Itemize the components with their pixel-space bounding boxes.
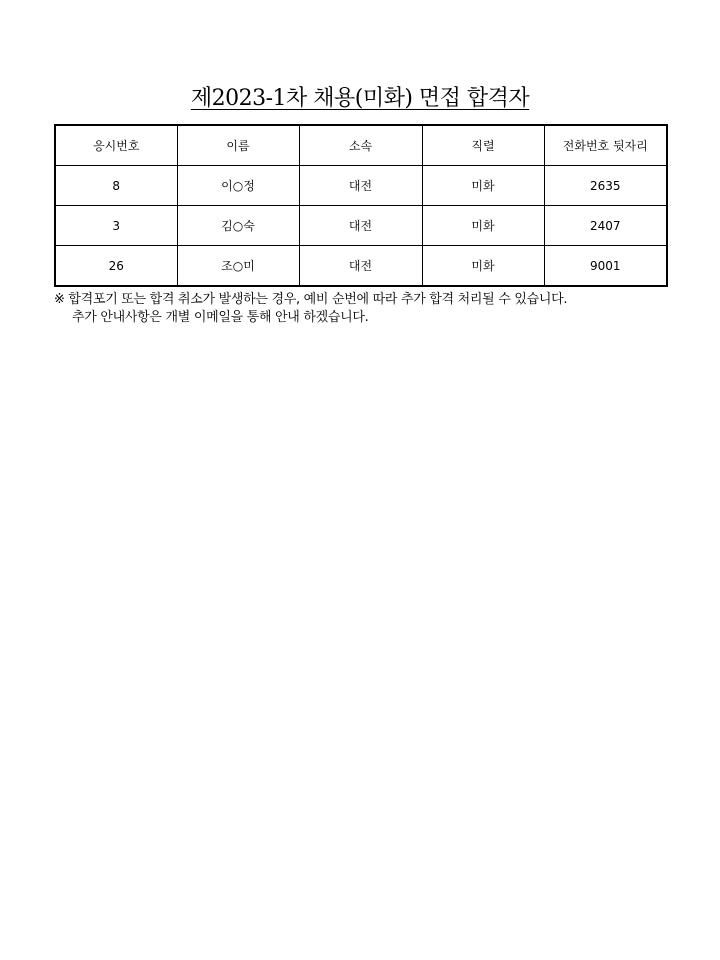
results-table [54, 124, 668, 287]
cell-name: 이○정 [177, 166, 299, 206]
cell-affiliation: 대전 [299, 246, 422, 287]
cell-applicant-number: 3 [55, 206, 177, 246]
notice-line-1: ※ 합격포기 또는 합격 취소가 발생하는 경우, 예비 순번에 따라 추가 합격 처리될 수 있습니다. [54, 292, 568, 307]
cell-job-series: 미화 [422, 246, 544, 287]
cell-name: 조○미 [177, 246, 299, 287]
cell-name: 김○숙 [177, 206, 299, 246]
table-row [55, 166, 667, 206]
header-phone-last-digits: 전화번호 뒷자리 [544, 125, 667, 166]
page-title-text: 제2023-1차 채용(미화) 면접 합격자 [190, 86, 530, 111]
table-header-row [55, 125, 667, 166]
header-job-series: 직렬 [422, 125, 544, 166]
cell-job-series: 미화 [422, 166, 544, 206]
cell-applicant-number: 26 [55, 246, 177, 287]
cell-phone-last-digits: 2635 [544, 166, 667, 206]
cell-affiliation: 대전 [299, 206, 422, 246]
cell-applicant-number: 8 [55, 166, 177, 206]
table-row [55, 246, 667, 287]
cell-phone-last-digits: 2407 [544, 206, 667, 246]
notice-text [54, 291, 694, 327]
notice-line-2: 추가 안내사항은 개별 이메일을 통해 안내 하겠습니다. [72, 310, 369, 325]
cell-phone-last-digits: 9001 [544, 246, 667, 287]
header-name: 이름 [177, 125, 299, 166]
cell-job-series: 미화 [422, 206, 544, 246]
cell-affiliation: 대전 [299, 166, 422, 206]
page-title [0, 84, 720, 114]
header-applicant-number: 응시번호 [55, 125, 177, 166]
header-affiliation: 소속 [299, 125, 422, 166]
table-row [55, 206, 667, 246]
